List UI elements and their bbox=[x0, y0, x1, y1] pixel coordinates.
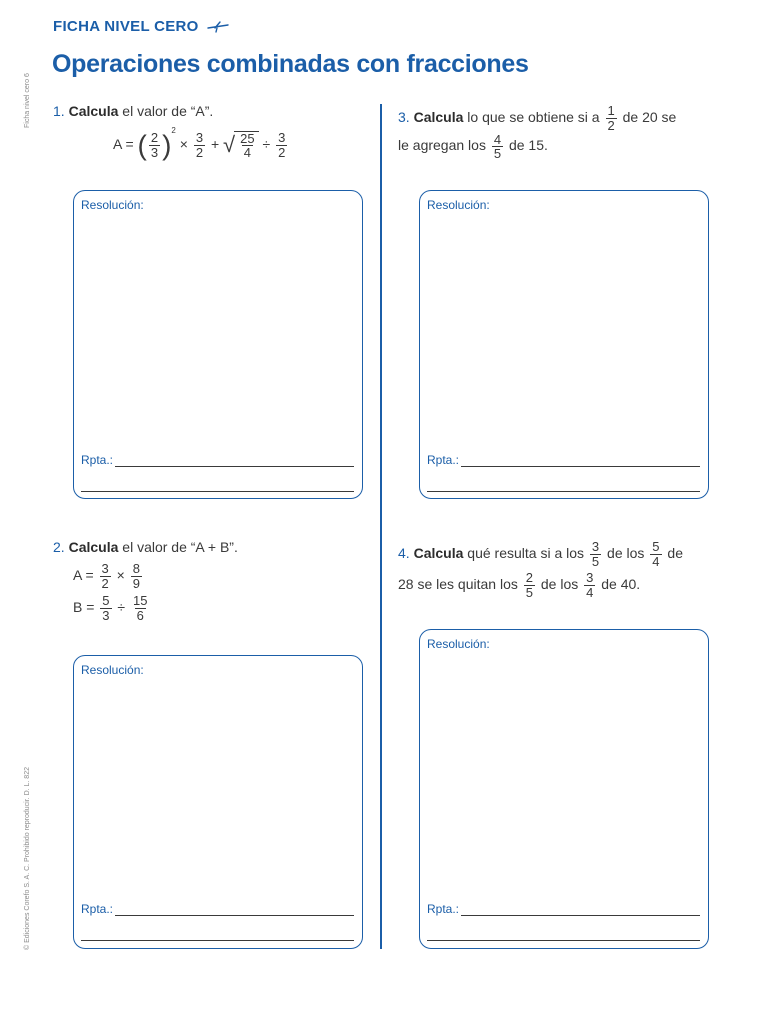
fraction: $\frac{2}{3}$ bbox=[150, 130, 159, 160]
page-title: Operaciones combinadas con fracciones bbox=[52, 50, 529, 78]
problem-text: el valor de “A”. bbox=[118, 103, 214, 119]
fraction: $\frac{5}{3}$ bbox=[102, 593, 110, 624]
problem-number: 4. bbox=[398, 545, 410, 561]
expression-b: B = $\frac{5}{3}$ ÷ $\frac{15}{6}$ bbox=[73, 593, 148, 624]
answer-box-1 bbox=[73, 190, 363, 499]
answer-line-2[interactable] bbox=[81, 491, 354, 492]
answer-label: Rpta.: bbox=[81, 902, 114, 916]
problem-2 bbox=[53, 538, 373, 623]
answer-line-2[interactable] bbox=[427, 940, 700, 941]
fraction: $\frac{15}{6}$ bbox=[133, 593, 148, 624]
problem-4: 4. Calcula qué resulta si a los $\frac{3}{5}$ de los $\frac{5}{4}$ de 28 se les quitan los $\frac{2}{5}$ de los $\frac{3}{4}$ de 40. bbox=[398, 539, 683, 600]
side-copyright: © Ediciones Corefo S. A. C. Prohibido reproducir. D. L. 822 bbox=[24, 767, 31, 950]
fraction: $\frac{3}{2}$ bbox=[195, 130, 204, 160]
answer-line[interactable] bbox=[461, 466, 700, 467]
fraction: $\frac{3}{4}$ bbox=[586, 569, 594, 600]
problem-number: 1. bbox=[53, 103, 65, 119]
fraction: $\frac{8}{9}$ bbox=[132, 561, 140, 591]
resolution-label: Resolución: bbox=[81, 198, 144, 212]
answer-line-2[interactable] bbox=[427, 491, 700, 492]
section-label bbox=[53, 18, 229, 35]
fraction: $\frac{3}{5}$ bbox=[591, 539, 600, 569]
problem-number: 2. bbox=[53, 539, 65, 555]
problem-1 bbox=[53, 102, 373, 160]
expression-a: A = ( $\frac{2}{3}$ )$^2$ × $\frac{3}{2}$ + √ $\frac{25}{4}$ ÷ $\frac{3}{2}$ bbox=[113, 126, 286, 161]
answer-line[interactable] bbox=[115, 466, 354, 467]
answer-label: Rpta.: bbox=[427, 902, 460, 916]
answer-line[interactable] bbox=[115, 915, 354, 916]
bird-icon bbox=[207, 21, 229, 33]
answer-label: Rpta.: bbox=[81, 453, 114, 467]
fraction: $\frac{2}{5}$ bbox=[525, 569, 533, 600]
fraction: $\frac{5}{4}$ bbox=[652, 539, 660, 569]
problem-number: 3. bbox=[398, 109, 410, 125]
square-root: √ $\frac{25}{4}$ bbox=[223, 131, 259, 160]
problem-keyword: Calcula bbox=[413, 109, 464, 125]
expression-a: A = $\frac{3}{2}$ × $\frac{8}{9}$ bbox=[73, 561, 140, 591]
answer-label: Rpta.: bbox=[427, 453, 460, 467]
resolution-label: Resolución: bbox=[427, 198, 490, 212]
resolution-label: Resolución: bbox=[427, 637, 490, 651]
side-page-label: Ficha nivel cero 6 bbox=[24, 73, 31, 128]
column-divider bbox=[380, 104, 382, 949]
problem-3: 3. Calcula lo que se obtiene si a $\frac{1}{2}$ de 20 se le agregan los $\frac{4}{5}$ de 15. bbox=[398, 103, 677, 162]
answer-box-2 bbox=[73, 655, 363, 949]
answer-line[interactable] bbox=[461, 915, 700, 916]
answer-line-2[interactable] bbox=[81, 940, 354, 941]
fraction: $\frac{1}{2}$ bbox=[607, 103, 615, 133]
fraction: $\frac{3}{2}$ bbox=[101, 561, 109, 591]
problem-keyword: Calcula bbox=[68, 539, 119, 555]
problem-text: el valor de “A + B”. bbox=[118, 539, 238, 555]
answer-box-4 bbox=[419, 629, 709, 949]
problem-keyword: Calcula bbox=[413, 545, 464, 561]
fraction: $\frac{4}{5}$ bbox=[493, 131, 502, 162]
resolution-label: Resolución: bbox=[81, 663, 144, 677]
section-label-text: FICHA NIVEL CERO bbox=[53, 18, 199, 35]
answer-box-3 bbox=[419, 190, 709, 499]
fraction: $\frac{3}{2}$ bbox=[278, 130, 286, 160]
problem-keyword: Calcula bbox=[68, 103, 119, 119]
